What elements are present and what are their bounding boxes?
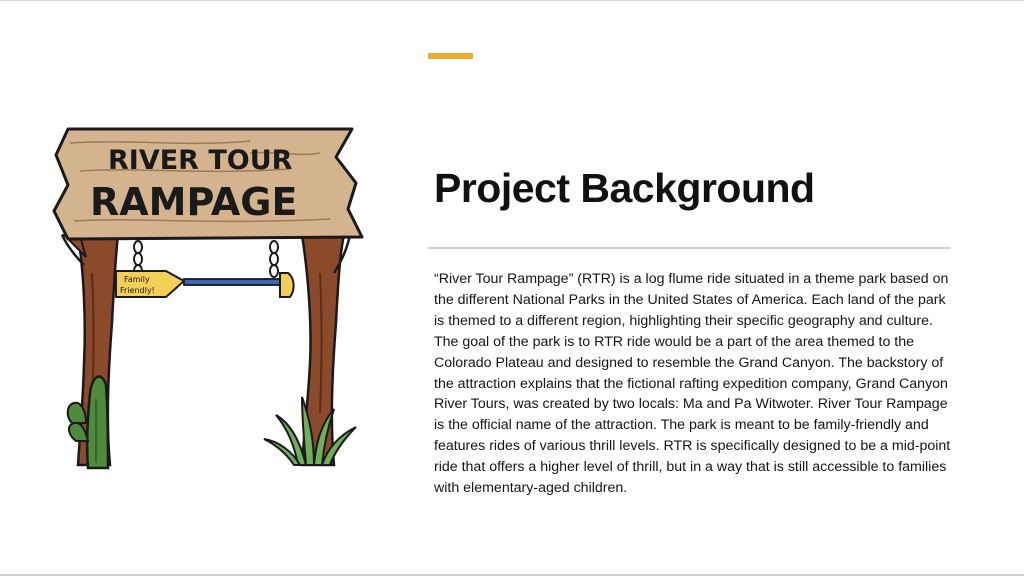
paddle-label-line2: Friendly! bbox=[120, 286, 155, 295]
sign-title-line1: RIVER TOUR bbox=[108, 145, 293, 176]
accent-bar bbox=[428, 53, 473, 59]
title-divider bbox=[428, 247, 950, 249]
river-tour-rampage-sign-illustration bbox=[50, 123, 366, 473]
body-paragraph: “River Tour Rampage” (RTR) is a log flume ride situated in a theme park based on the different National Parks in the United States of America. Each land of the park is themed to a different region, highlighting their specific geography and culture. The goal of the park is to RTR ride would be a part of the area themed to the Colorado Plateau and designed to resemble the Grand Canyon. The backstory of the attraction explains that the fictional rafting expedition company, Grand Canyon River Tours, was created by two locals: Ma and Pa Witwoter. River Tour Rampage is the official name of the attraction. The park is meant to be family-friendly and features rides of various thrill levels. RTR is specifically designed to be a mid-point ride that offers a higher level of thrill, but in a way that is still accessible to families with elementary-aged children. bbox=[434, 271, 951, 497]
page-title: Project Background bbox=[434, 165, 815, 211]
sign-title-line2: RAMPAGE bbox=[90, 180, 298, 224]
paddle-label-line1: Family bbox=[124, 275, 150, 284]
